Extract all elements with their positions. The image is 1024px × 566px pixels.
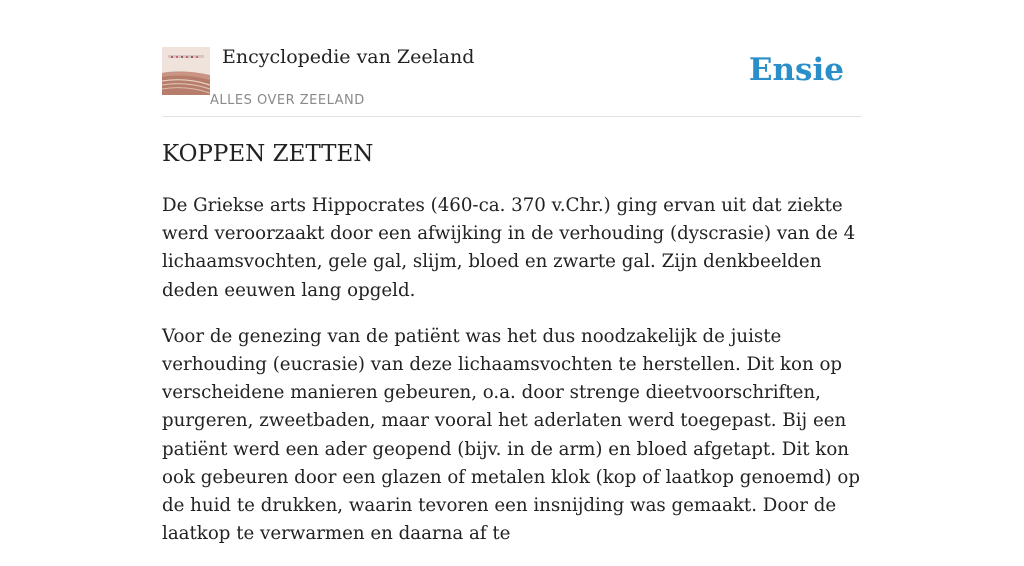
book-pages-image [162, 47, 210, 95]
article-paragraph: De Griekse arts Hippocrates (460-ca. 370 v.Chr.) ging ervan uit dat ziekte werd veroorzaakt door een afwijking in de verhouding (dyscrasie) van de 4 lichaamsvochten, gele gal, slijm, bloed en zwarte gal. Zijn denkbeelden deden eeuwen lang opgeld. [162, 195, 856, 301]
site-title[interactable]: Encyclopedie van Zeeland [222, 46, 475, 68]
article-paragraph: Voor de genezing van de patiënt was het dus noodzakelijk de juiste verhouding (eucrasie) van deze lichaamsvochten te herstellen. Dit kon op verscheidene manieren gebeuren, o.a. door strenge dieetvoorschriften, purgeren, zweetbaden, maar vooral het aderlaten werd toegepast. Bij een patiënt werd een ader geopend (bijv. in de arm) en bloed afgetapt. Dit kon ook gebeuren door een glazen of metalen klok (kop of laatkop genoemd) op de huid te drukken, waarin tevoren een insnijding was gemaakt. Door de laatkop te verwarmen en daarna af te [162, 325, 860, 545]
site-avatar[interactable] [162, 47, 210, 95]
article-title: KOPPEN ZETTEN [162, 141, 374, 167]
article-body [162, 192, 867, 566]
ensie-logo[interactable]: Ensie [748, 52, 844, 88]
site-header [162, 0, 862, 117]
page-container [162, 0, 862, 545]
site-tagline: ALLES OVER ZEELAND [210, 93, 365, 108]
